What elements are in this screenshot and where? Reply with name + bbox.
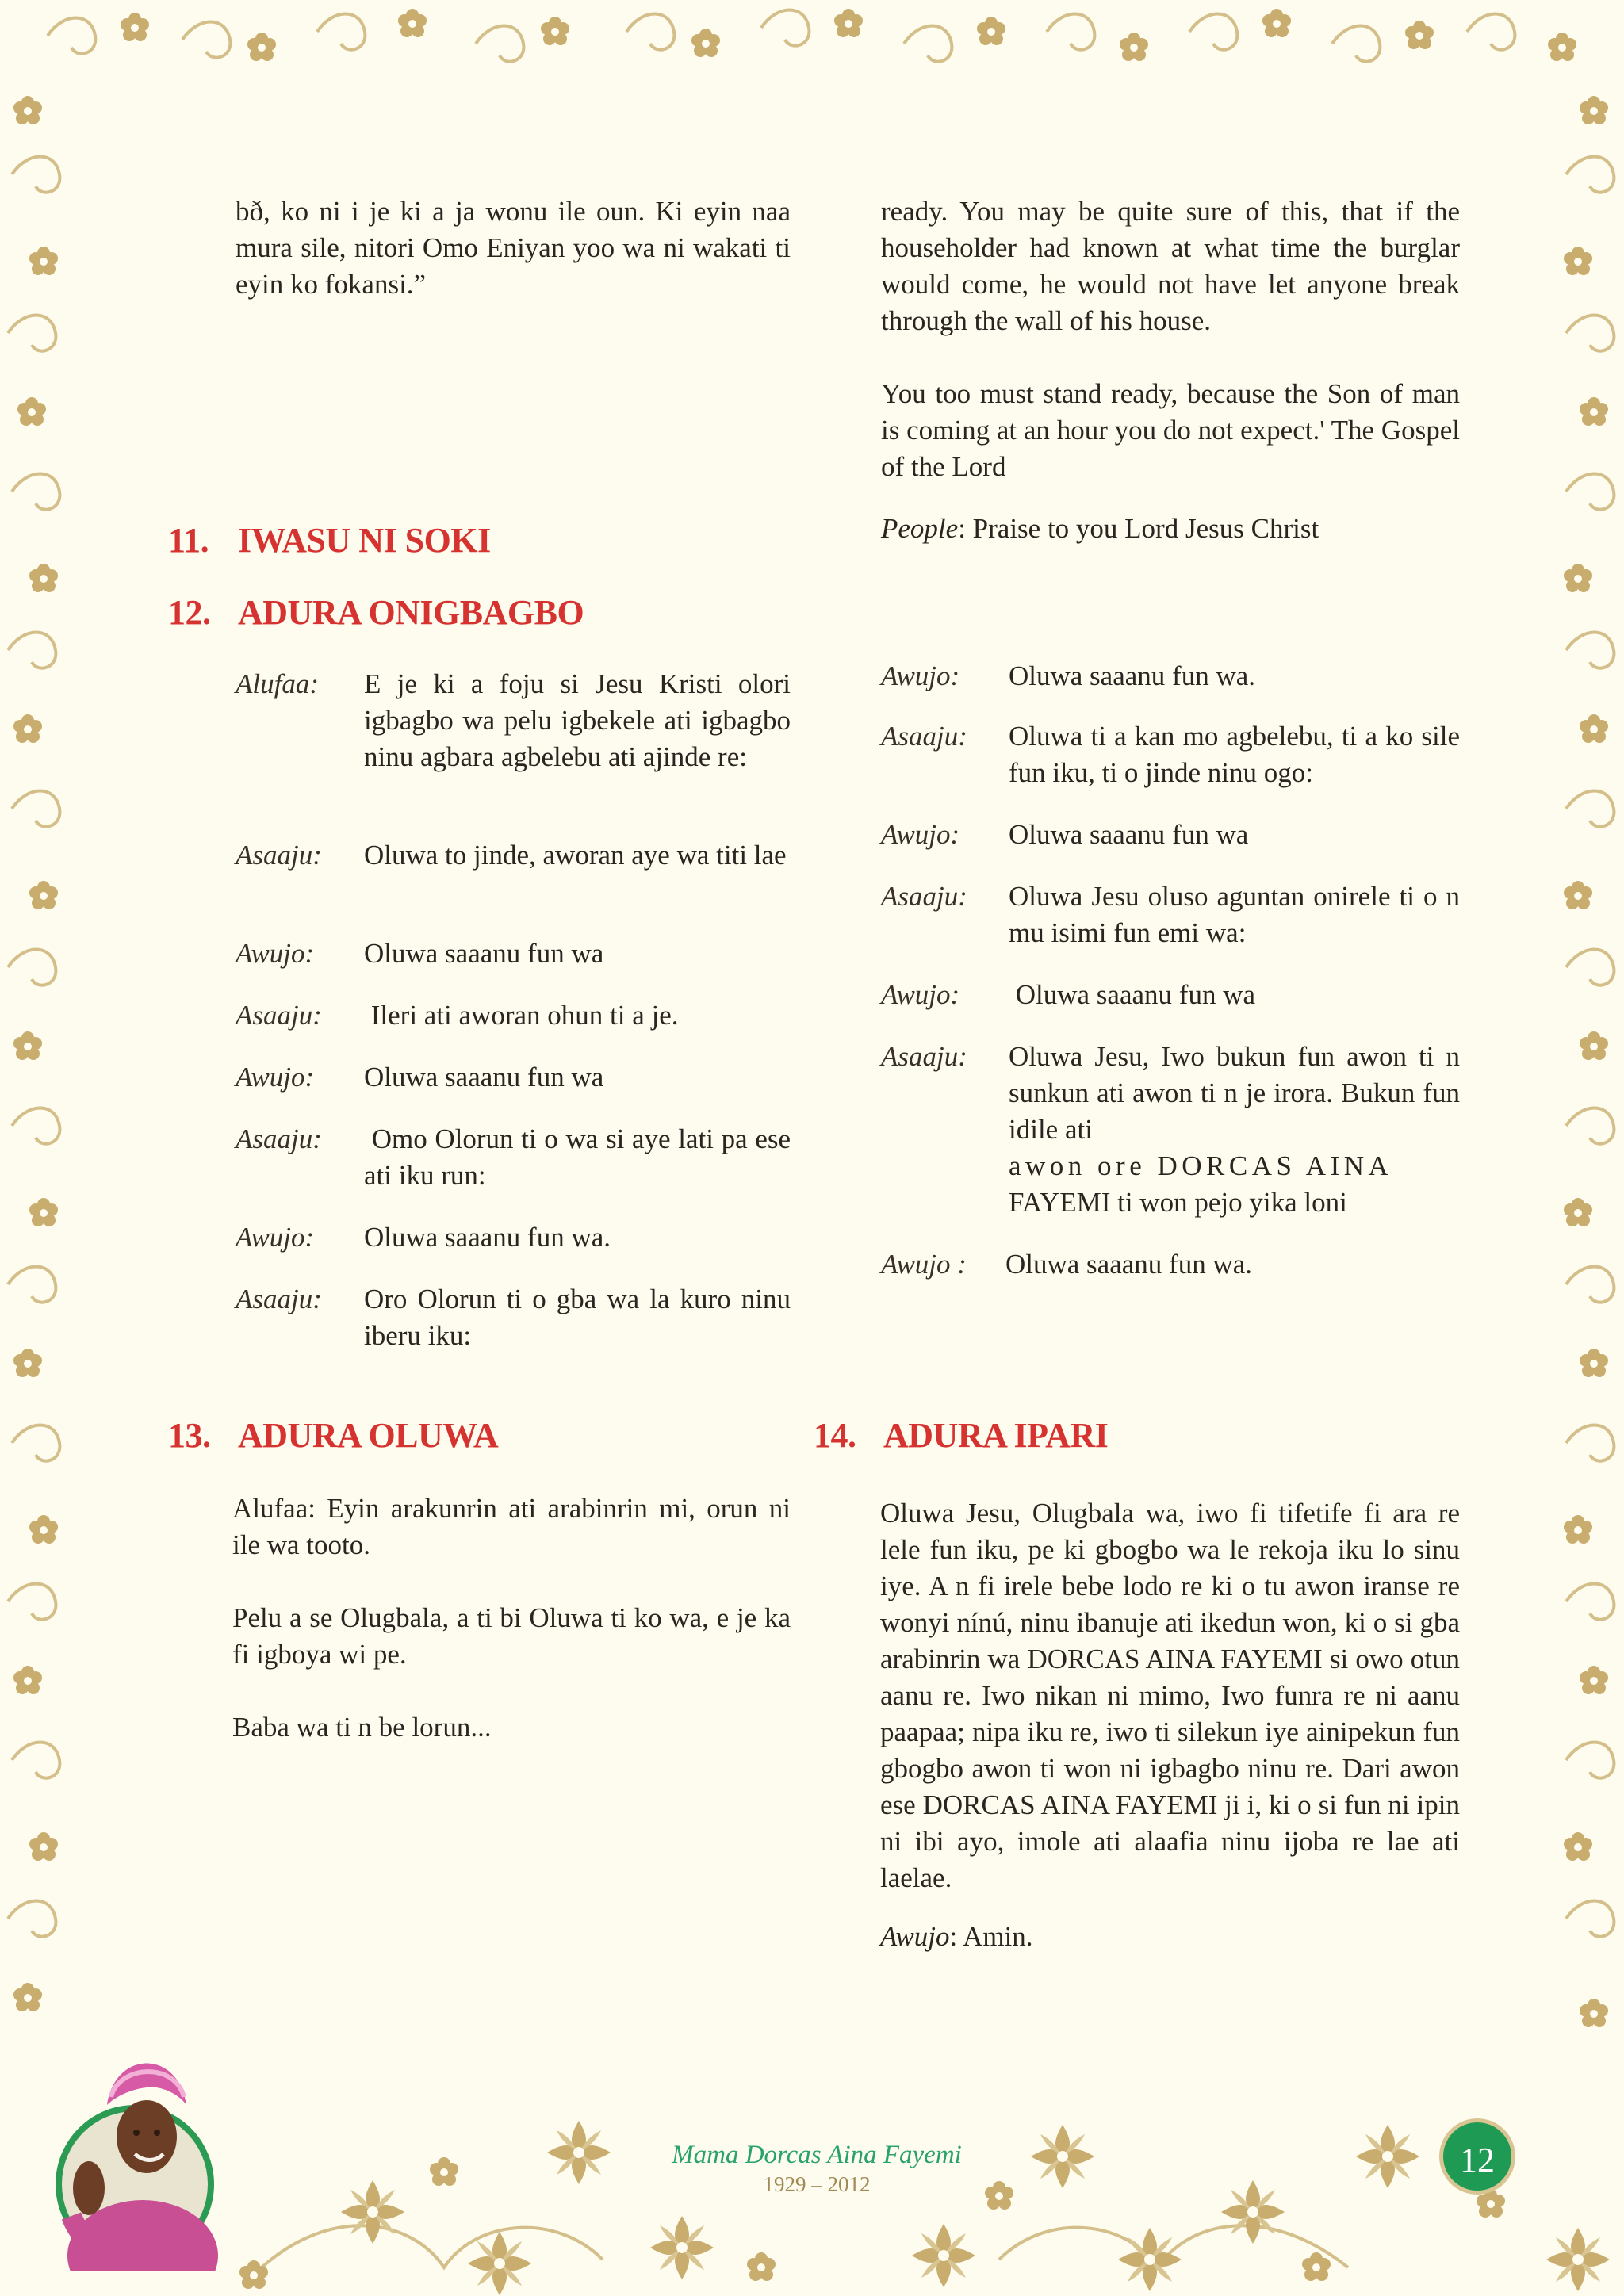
litany-text: Oluwa saaanu fun wa. bbox=[1009, 660, 1256, 691]
awujo-label: Awujo bbox=[880, 1921, 950, 1952]
litany-text: Oro Olorun ti o gba wa la kuro ninu iberu iku: bbox=[364, 1284, 791, 1351]
page-number-badge: 12 bbox=[1439, 2118, 1515, 2195]
section-number: 13. bbox=[168, 1416, 211, 1455]
section-13-heading bbox=[168, 1415, 498, 1456]
speaker-label: Asaaju: bbox=[236, 840, 322, 871]
litany-text: Oluwa saaanu fun wa bbox=[1009, 819, 1249, 850]
speaker-label: Asaaju: bbox=[236, 1123, 322, 1154]
speaker-label: Awujo: bbox=[236, 1222, 315, 1253]
people-text: : Praise to you Lord Jesus Christ bbox=[958, 513, 1320, 544]
people-response bbox=[881, 511, 1460, 547]
litany-text: FAYEMI ti won pejo yika loni bbox=[1009, 1187, 1347, 1218]
awujo-text: : Amin. bbox=[949, 1921, 1033, 1952]
speaker-label: Awujo: bbox=[881, 979, 960, 1010]
left-top-paragraph-block bbox=[236, 193, 791, 303]
litany-text: Omo Olorun ti o wa si aye lati pa ese ati iku run: bbox=[364, 1123, 798, 1191]
speaker-label: Asaaju: bbox=[881, 1041, 967, 1072]
section-title: ADURA OLUWA bbox=[238, 1416, 499, 1455]
speaker-label: Awujo: bbox=[236, 1062, 315, 1093]
section-14-heading bbox=[814, 1415, 1108, 1456]
speaker-label: Awujo: bbox=[881, 660, 960, 691]
section-14-body bbox=[880, 1495, 1460, 1955]
paragraph: ready. You may be quite sure of this, that if the householder had known at what time the burglar would come, he would not have let anyone break through the wall of his house. bbox=[881, 196, 1460, 336]
litany-text: Oluwa saaanu fun wa. bbox=[1005, 1249, 1253, 1280]
paragraph: Pelu a se Olugbala, a ti bi Oluwa ti ko wa, e je ka fi igboya wi pe. bbox=[232, 1602, 791, 1670]
paragraph: Oluwa Jesu, Olugbala wa, iwo fi tifetife fi ara re lele fun iku, pe ki gbogbo wa le rekoja iku lo sinu iye. A n fi irele bebe lodo re ki o tu awon iranse re wonyi nínú, ninu ibanuje ati ikedun won, ki o si gba arabinrin wa DORCAS AINA FAYEMI si owo otun aanu re. Iwo nikan ni mimo, Iwo funra re ni aanu paapaa; nipa iku re, iwo ti silekun iye ainipekun fun gbogbo awon ti won ni igbagbo ninu re. Dari awon ese DORCAS AINA FAYEMI ji i, ki o si fun ni ipin ni ibi ayo, imole ati alaafia ninu ijoba re lae ati laelae. bbox=[880, 1498, 1460, 1893]
section-title: IWASU NI SOKI bbox=[238, 521, 491, 560]
litany-text: Oluwa Jesu oluso aguntan onirele ti o n mu isimi fun emi wa: bbox=[1009, 881, 1460, 948]
right-top-gospel-block bbox=[881, 193, 1460, 339]
litany-text: awon ore DORCAS AINA bbox=[1009, 1150, 1393, 1181]
section-number: 14. bbox=[814, 1416, 856, 1455]
paragraph: You too must stand ready, because the Son of man is coming at an hour you do not expect.' The Gospel of the Lord bbox=[881, 378, 1460, 482]
litany-text: Ileri ati aworan ohun ti a je. bbox=[364, 1000, 679, 1031]
section-number: 11. bbox=[168, 521, 209, 560]
section-title: ADURA IPARI bbox=[883, 1416, 1109, 1455]
litany-text: Oluwa to jinde, aworan aye wa titi lae bbox=[364, 840, 787, 871]
litany-text: Oluwa saaanu fun wa bbox=[364, 938, 604, 969]
section-12-heading bbox=[168, 592, 584, 633]
section-number: 12. bbox=[168, 593, 211, 632]
portrait-photo bbox=[40, 2018, 230, 2271]
speaker-label: Alufaa: bbox=[236, 668, 319, 699]
speaker-label: Awujo : bbox=[881, 1249, 967, 1280]
paragraph: Alufaa: Eyin arakunrin ati arabinrin mi, orun ni ile wa tooto. bbox=[232, 1493, 791, 1560]
speaker-label: Asaaju: bbox=[236, 1000, 322, 1031]
section-13-body bbox=[232, 1490, 791, 1746]
section-title: ADURA ONIGBAGBO bbox=[238, 593, 584, 632]
paragraph: bð, ko ni i je ki a ja wonu ile oun. Ki eyin naa mura sile, nitori Omo Eniyan yoo wa ni wakati ti eyin ko fokansi.” bbox=[236, 196, 791, 300]
litany-text: Oluwa saaanu fun wa bbox=[364, 1062, 604, 1093]
speaker-label: Awujo: bbox=[881, 819, 960, 850]
paragraph: Baba wa ti n be lorun... bbox=[232, 1712, 492, 1743]
speaker-label: Asaaju: bbox=[236, 1284, 322, 1314]
litany-continuation-line bbox=[1009, 1148, 1460, 1184]
speaker-label: Awujo: bbox=[236, 938, 315, 969]
litany-text: Oluwa Jesu, Iwo bukun fun awon ti n sunkun ati awon ti n je irora. Bukun fun idile ati bbox=[1009, 1041, 1460, 1145]
speaker-label: Asaaju: bbox=[881, 721, 967, 752]
footer-years: 1929 – 2012 bbox=[763, 2172, 871, 2196]
right-top-gospel-continued bbox=[881, 376, 1460, 485]
speaker-label: Asaaju: bbox=[881, 881, 967, 912]
litany-text: Oluwa ti a kan mo agbelebu, ti a ko sile fun iku, ti o jinde ninu ogo: bbox=[1009, 721, 1460, 788]
litany-text: Oluwa saaanu fun wa. bbox=[364, 1222, 611, 1253]
litany-continuation-line bbox=[1009, 1184, 1460, 1221]
litany-text: Oluwa saaanu fun wa bbox=[1009, 979, 1256, 1010]
section-11-heading bbox=[168, 520, 491, 561]
people-label: People bbox=[881, 513, 959, 544]
footer-memorial-name: Mama Dorcas Aina Fayemi bbox=[672, 2141, 962, 2169]
litany-text: E je ki a foju si Jesu Kristi olori igbagbo wa pelu igbekele ati igbagbo ninu agbara agbelebu ati ajinde re: bbox=[364, 668, 791, 772]
